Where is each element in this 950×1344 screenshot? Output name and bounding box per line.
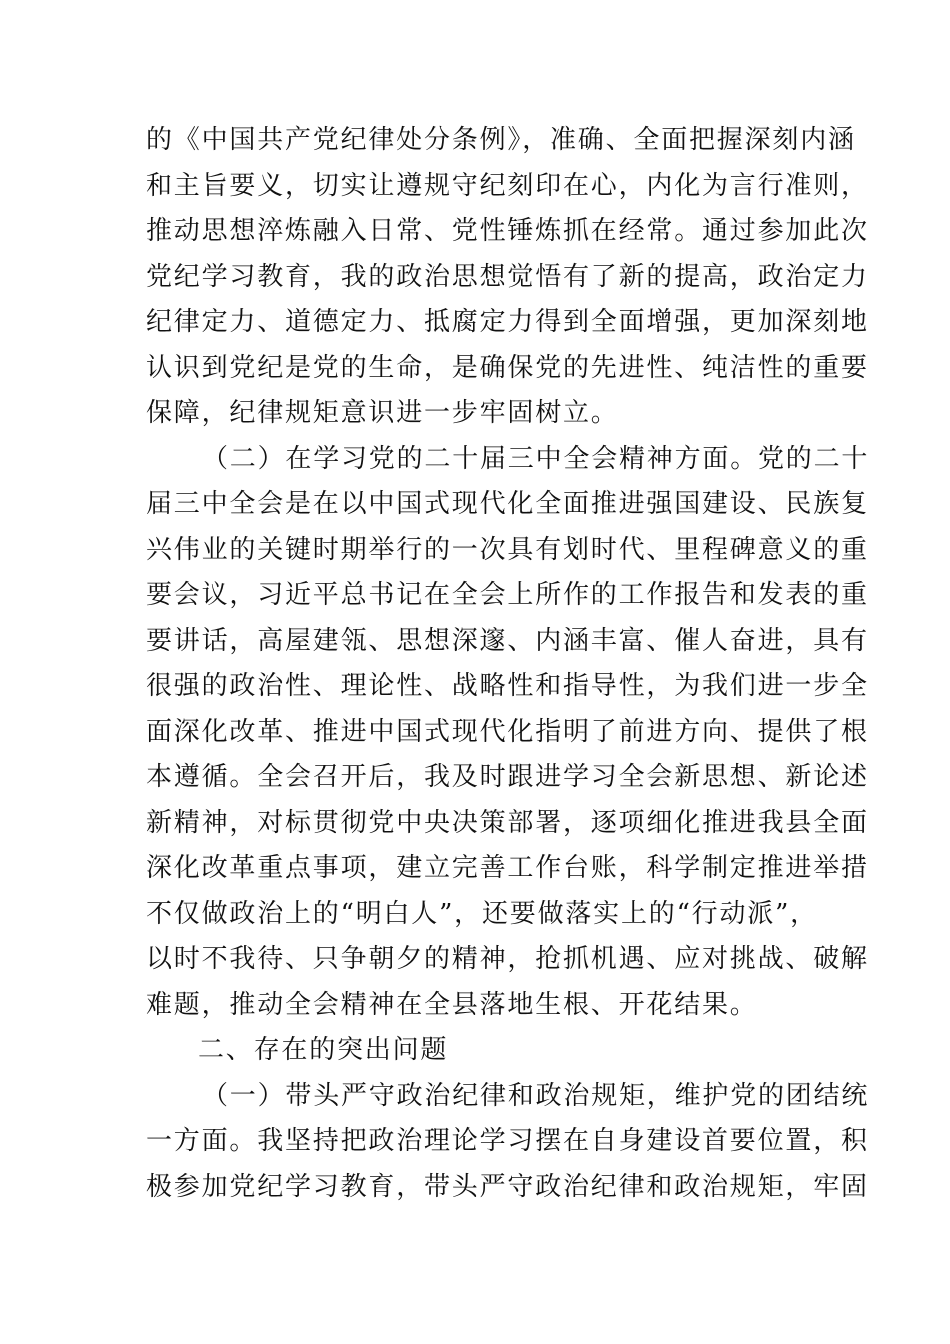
section-heading: 二、存在的突出问题 xyxy=(198,1035,449,1065)
text-line: 面深化改革、推进中国式现代化指明了前进方向、提供了根 xyxy=(146,716,869,747)
text-line: 本遵循。全会召开后，我及时跟进学习全会新思想、新论述 xyxy=(146,762,869,792)
paragraph-political-discipline xyxy=(146,1074,870,1211)
text-line: 兴伟业的关键时期举行的一次具有划时代、里程碑意义的重 xyxy=(146,534,869,565)
text-line: （一）带头严守政治纪律和政治规矩，维护党的团结统 xyxy=(202,1080,870,1111)
text-line: 党纪学习教育，我的政治思想觉悟有了新的提高，政治定力 xyxy=(146,261,869,292)
text-line: 推动思想淬炼融入日常、党性锤炼抓在经常。通过参加此次 xyxy=(146,216,869,246)
text-line: 很强的政治性、理论性、战略性和指导性，为我们进一步全 xyxy=(146,671,869,701)
text-line: 要会议，习近平总书记在全会上所作的工作报告和发表的重 xyxy=(146,580,869,610)
paragraph-third-plenary-session xyxy=(146,437,870,1029)
text-line: 难题，推动全会精神在全县落地生根、开花结果。 xyxy=(146,989,758,1020)
text-line: 和主旨要义，切实让遵规守纪刻印在心，内化为言行准则， xyxy=(146,170,869,201)
text-line: 要讲话，高屋建瓴、思想深邃、内涵丰富、催人奋进，具有 xyxy=(146,625,869,656)
text-line: 不仅做政治上的“明白人”，还要做落实上的“行动派”， xyxy=(146,898,818,929)
text-line: 极参加党纪学习教育，带头严守政治纪律和政治规矩，牢固 xyxy=(146,1171,869,1202)
paragraph-party-discipline-study xyxy=(146,118,869,437)
text-line: 的《中国共产党纪律处分条例》，准确、全面把握深刻内涵 xyxy=(146,125,856,155)
text-line: 新精神，对标贯彻党中央决策部署，逐项细化推进我县全面 xyxy=(146,807,869,838)
document-page xyxy=(146,118,870,1210)
text-line: 保障，纪律规矩意识进一步牢固树立。 xyxy=(146,398,619,428)
text-line: 纪律定力、道德定力、抵腐定力得到全面增强，更加深刻地 xyxy=(146,307,869,337)
text-line: （二）在学习党的二十届三中全会精神方面。党的二十 xyxy=(202,443,870,474)
text-line: 认识到党纪是党的生命，是确保党的先进性、纯洁性的重要 xyxy=(146,352,869,383)
text-line: 以时不我待、只争朝夕的精神，抢抓机遇、应对挑战、破解 xyxy=(146,944,869,974)
text-line: 深化改革重点事项，建立完善工作台账，科学制定推进举措 xyxy=(146,853,869,883)
text-line: 届三中全会是在以中国式现代化全面推进强国建设、民族复 xyxy=(146,489,869,519)
text-line: 一方面。我坚持把政治理论学习摆在自身建设首要位置，积 xyxy=(146,1126,869,1156)
